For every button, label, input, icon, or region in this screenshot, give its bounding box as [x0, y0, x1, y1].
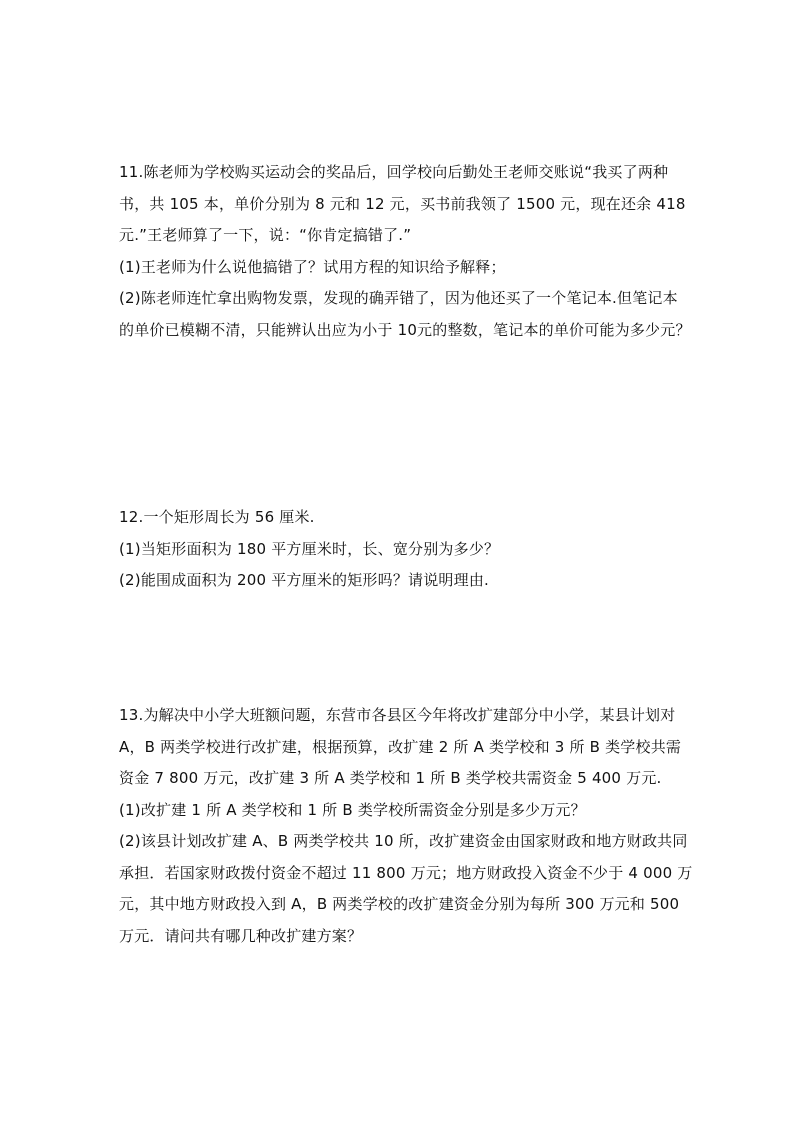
question-line: 元，其中地方财政投入到 A，B 两类学校的改扩建资金分别为每所 300 万元和 500 [119, 895, 680, 913]
question-line: 的单价已模糊不清，只能辨认出应为小于 10元的整数，笔记本的单价可能为多少元？ [119, 320, 691, 339]
question-line: 资金 7 800 万元，改扩建 3 所 A 类学校和 1 所 B 类学校共需资金 5 400 万元. [119, 769, 662, 787]
question-line: (2)陈老师连忙拿出购物发票，发现的确弄错了，因为他还买了一个笔记本.但笔记本 [119, 289, 678, 307]
question-line: A，B 两类学校进行改扩建，根据预算，改扩建 2 所 A 类学校和 3 所 B 类学校共需 [119, 737, 682, 756]
question-line: (2)该县计划改扩建 A、B 两类学校共 10 所，改扩建资金由国家财政和地方财政共同 [119, 832, 688, 850]
question-11 [119, 157, 704, 346]
question-13 [119, 700, 704, 952]
question-line: (1)当矩形面积为 180 平方厘米时，长、宽分别为多少？ [119, 539, 500, 558]
question-line: 元.”王老师算了一下，说：“你肯定搞错了.” [119, 226, 412, 244]
question-line: 11.陈老师为学校购买运动会的奖品后，回学校向后勤处王老师交账说“我买了两种 [119, 163, 669, 181]
question-line: 13.为解决中小学大班额问题，东营市各县区今年将改扩建部分中小学，某县计划对 [119, 706, 676, 724]
question-line: 12.一个矩形周长为 56 厘米. [119, 508, 315, 526]
question-line: 承担．若国家财政拨付资金不超过 11 800 万元；地方财政投入资金不少于 4 000 万 [119, 863, 693, 882]
question-line: (1)改扩建 1 所 A 类学校和 1 所 B 类学校所需资金分别是多少万元？ [119, 800, 586, 819]
question-line: (2)能围成面积为 200 平方厘米的矩形吗？请说明理由. [119, 571, 489, 589]
question-12 [119, 502, 704, 597]
question-line: (1)王老师为什么说他搞错了？试用方程的知识给予解释； [119, 257, 506, 276]
question-line: 书，共 105 本，单价分别为 8 元和 12 元，买书前我领了 1500 元，现在还余 418 [119, 194, 686, 213]
question-line: 万元．请问共有哪几种改扩建方案？ [119, 926, 363, 945]
